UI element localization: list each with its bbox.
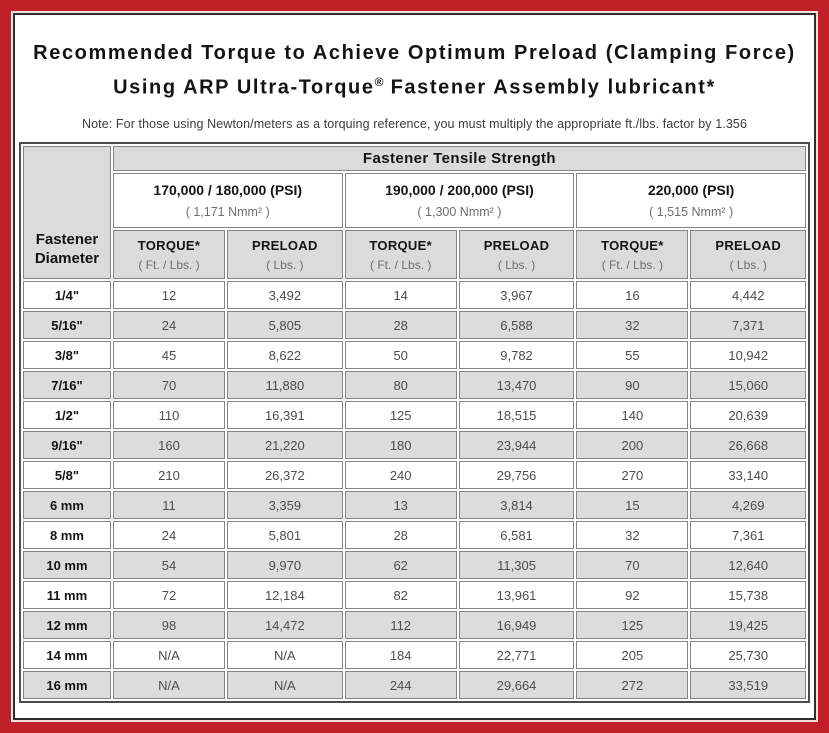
column-unit: ( Lbs. ) — [729, 257, 767, 272]
torque-value-cell: 45 — [113, 341, 225, 369]
preload-value-cell: 20,639 — [690, 401, 806, 429]
table-row — [23, 671, 806, 699]
nmm-value-label: ( 1,171 Nmm² ) — [185, 205, 270, 219]
fastener-diameter-cell: 3/8" — [23, 341, 111, 369]
torque-value-cell: 92 — [576, 581, 688, 609]
preload-value-cell: 16,391 — [227, 401, 343, 429]
newton-meters-note: Note: For those using Newton/meters as a torquing reference, you must multiply the appropriate ft./lbs. factor by 1.356 — [81, 116, 747, 131]
preload-value-cell: 26,372 — [227, 461, 343, 489]
torque-value-cell: 184 — [345, 641, 457, 669]
page-title-line1: Recommended Torque to Achieve Optimum Preload (Clamping Force) — [33, 42, 796, 64]
torque-value-cell: N/A — [113, 671, 225, 699]
preload-column-header-3 — [690, 230, 806, 279]
column-label: PRELOAD — [483, 237, 550, 253]
torque-value-cell: 13 — [345, 491, 457, 519]
torque-value-cell: 272 — [576, 671, 688, 699]
column-label: TORQUE* — [369, 237, 432, 253]
column-unit: ( Lbs. ) — [266, 257, 304, 272]
fastener-diameter-cell: 12 mm — [23, 611, 111, 639]
table-row — [23, 641, 806, 669]
table-row — [23, 461, 806, 489]
table-row — [23, 431, 806, 459]
torque-value-cell: N/A — [113, 641, 225, 669]
torque-value-cell: 11 — [113, 491, 225, 519]
table-row — [23, 341, 806, 369]
preload-value-cell: 13,470 — [459, 371, 575, 399]
psi-header-220 — [576, 173, 806, 228]
torque-value-cell: 110 — [113, 401, 225, 429]
column-label: PRELOAD — [252, 237, 318, 253]
torque-value-cell: 82 — [345, 581, 457, 609]
column-header-row — [23, 230, 806, 279]
torque-value-cell: 12 — [113, 281, 225, 309]
fastener-diameter-header — [23, 146, 111, 279]
torque-value-cell: 90 — [576, 371, 688, 399]
preload-value-cell: 5,801 — [227, 521, 343, 549]
preload-value-cell: 33,140 — [690, 461, 806, 489]
preload-value-cell: 19,425 — [690, 611, 806, 639]
table-row — [23, 491, 806, 519]
title-line2-suffix: Fastener Assembly lubricant* — [383, 76, 716, 99]
torque-value-cell: 55 — [576, 341, 688, 369]
psi-header-row — [23, 173, 806, 228]
table-row — [23, 581, 806, 609]
torque-value-cell: 180 — [345, 431, 457, 459]
fastener-diameter-cell: 8 mm — [23, 521, 111, 549]
psi-header-190-200 — [345, 173, 575, 228]
fastener-diameter-cell: 5/8" — [23, 461, 111, 489]
torque-value-cell: 62 — [345, 551, 457, 579]
torque-value-cell: 240 — [345, 461, 457, 489]
preload-value-cell: 7,361 — [690, 521, 806, 549]
torque-value-cell: 32 — [576, 311, 688, 339]
fastener-diameter-header-line2: Diameter — [34, 250, 100, 267]
table-row — [23, 281, 806, 309]
preload-value-cell: 9,970 — [227, 551, 343, 579]
preload-value-cell: 16,949 — [459, 611, 575, 639]
torque-column-header-3 — [576, 230, 688, 279]
preload-value-cell: 3,359 — [227, 491, 343, 519]
preload-value-cell: 10,942 — [690, 341, 806, 369]
column-label: PRELOAD — [715, 237, 782, 253]
fastener-diameter-cell: 16 mm — [23, 671, 111, 699]
torque-spec-table — [19, 142, 810, 703]
psi-value-label: 190,000 / 200,000 (PSI) — [385, 182, 534, 198]
torque-value-cell: 200 — [576, 431, 688, 459]
fastener-diameter-cell: 9/16" — [23, 431, 111, 459]
preload-value-cell: 23,944 — [459, 431, 575, 459]
table-row — [23, 371, 806, 399]
table-row — [23, 311, 806, 339]
preload-value-cell: 29,664 — [459, 671, 575, 699]
group-header-row — [23, 146, 806, 171]
torque-value-cell: 125 — [576, 611, 688, 639]
torque-value-cell: 205 — [576, 641, 688, 669]
table-row — [23, 611, 806, 639]
preload-value-cell: 6,588 — [459, 311, 575, 339]
preload-value-cell: 8,622 — [227, 341, 343, 369]
torque-column-header-2 — [345, 230, 457, 279]
column-unit: ( Ft. / Lbs. ) — [601, 257, 664, 272]
column-label: TORQUE* — [601, 237, 664, 253]
fastener-diameter-cell: 11 mm — [23, 581, 111, 609]
column-unit: ( Ft. / Lbs. ) — [138, 257, 200, 272]
fastener-diameter-cell: 10 mm — [23, 551, 111, 579]
table-row — [23, 521, 806, 549]
preload-value-cell: 25,730 — [690, 641, 806, 669]
torque-value-cell: 54 — [113, 551, 225, 579]
torque-value-cell: 140 — [576, 401, 688, 429]
torque-value-cell: 16 — [576, 281, 688, 309]
preload-value-cell: 15,738 — [690, 581, 806, 609]
psi-value-label: 220,000 (PSI) — [647, 182, 735, 198]
preload-value-cell: 4,442 — [690, 281, 806, 309]
preload-value-cell: 13,961 — [459, 581, 575, 609]
preload-value-cell: 3,814 — [459, 491, 575, 519]
torque-value-cell: 210 — [113, 461, 225, 489]
fastener-diameter-header-line1: Fastener — [35, 231, 99, 248]
torque-value-cell: 28 — [345, 311, 457, 339]
preload-value-cell: 7,371 — [690, 311, 806, 339]
preload-value-cell: 6,581 — [459, 521, 575, 549]
psi-header-170-180 — [113, 173, 343, 228]
torque-value-cell: 32 — [576, 521, 688, 549]
preload-value-cell: 3,967 — [459, 281, 575, 309]
preload-value-cell: 11,305 — [459, 551, 575, 579]
nmm-value-label: ( 1,300 Nmm² ) — [417, 205, 502, 219]
title-block — [19, 15, 810, 142]
preload-value-cell: 21,220 — [227, 431, 343, 459]
torque-value-cell: 112 — [345, 611, 457, 639]
torque-value-cell: 50 — [345, 341, 457, 369]
torque-value-cell: 244 — [345, 671, 457, 699]
preload-value-cell: 33,519 — [690, 671, 806, 699]
preload-value-cell: 22,771 — [459, 641, 575, 669]
preload-value-cell: 29,756 — [459, 461, 575, 489]
preload-value-cell: 12,184 — [227, 581, 343, 609]
torque-value-cell: 125 — [345, 401, 457, 429]
nmm-value-label: ( 1,515 Nmm² ) — [649, 205, 734, 219]
preload-value-cell: N/A — [227, 641, 343, 669]
preload-value-cell: 11,880 — [227, 371, 343, 399]
document-page — [13, 13, 816, 720]
torque-value-cell: 15 — [576, 491, 688, 519]
torque-value-cell: 24 — [113, 311, 225, 339]
preload-value-cell: 26,668 — [690, 431, 806, 459]
preload-value-cell: 12,640 — [690, 551, 806, 579]
table-row — [23, 551, 806, 579]
preload-value-cell: 9,782 — [459, 341, 575, 369]
preload-value-cell: 5,805 — [227, 311, 343, 339]
preload-column-header-1 — [227, 230, 343, 279]
column-label: TORQUE* — [137, 237, 201, 253]
fastener-diameter-cell: 1/4" — [23, 281, 111, 309]
title-line2-text: Using ARP Ultra-Torque — [113, 76, 375, 99]
registered-trademark-symbol: ® — [374, 75, 384, 89]
torque-value-cell: 70 — [113, 371, 225, 399]
torque-value-cell: 24 — [113, 521, 225, 549]
preload-value-cell: 4,269 — [690, 491, 806, 519]
torque-value-cell: 80 — [345, 371, 457, 399]
fastener-diameter-cell: 6 mm — [23, 491, 111, 519]
torque-value-cell: 14 — [345, 281, 457, 309]
torque-value-cell: 160 — [113, 431, 225, 459]
preload-column-header-2 — [459, 230, 575, 279]
torque-value-cell: 28 — [345, 521, 457, 549]
tensile-strength-header: Fastener Tensile Strength — [113, 146, 806, 171]
fastener-diameter-cell: 7/16" — [23, 371, 111, 399]
table-row — [23, 401, 806, 429]
preload-value-cell: 3,492 — [227, 281, 343, 309]
torque-value-cell: 98 — [113, 611, 225, 639]
fastener-diameter-cell: 5/16" — [23, 311, 111, 339]
column-unit: ( Lbs. ) — [497, 257, 536, 272]
fastener-diameter-cell: 1/2" — [23, 401, 111, 429]
fastener-diameter-cell: 14 mm — [23, 641, 111, 669]
page-title-line2 — [19, 68, 810, 103]
torque-value-cell: 72 — [113, 581, 225, 609]
preload-value-cell: 15,060 — [690, 371, 806, 399]
psi-value-label: 170,000 / 180,000 (PSI) — [153, 182, 303, 198]
torque-value-cell: 70 — [576, 551, 688, 579]
preload-value-cell: 14,472 — [227, 611, 343, 639]
torque-value-cell: 270 — [576, 461, 688, 489]
preload-value-cell: 18,515 — [459, 401, 575, 429]
torque-column-header-1 — [113, 230, 225, 279]
preload-value-cell: N/A — [227, 671, 343, 699]
column-unit: ( Ft. / Lbs. ) — [370, 257, 432, 272]
